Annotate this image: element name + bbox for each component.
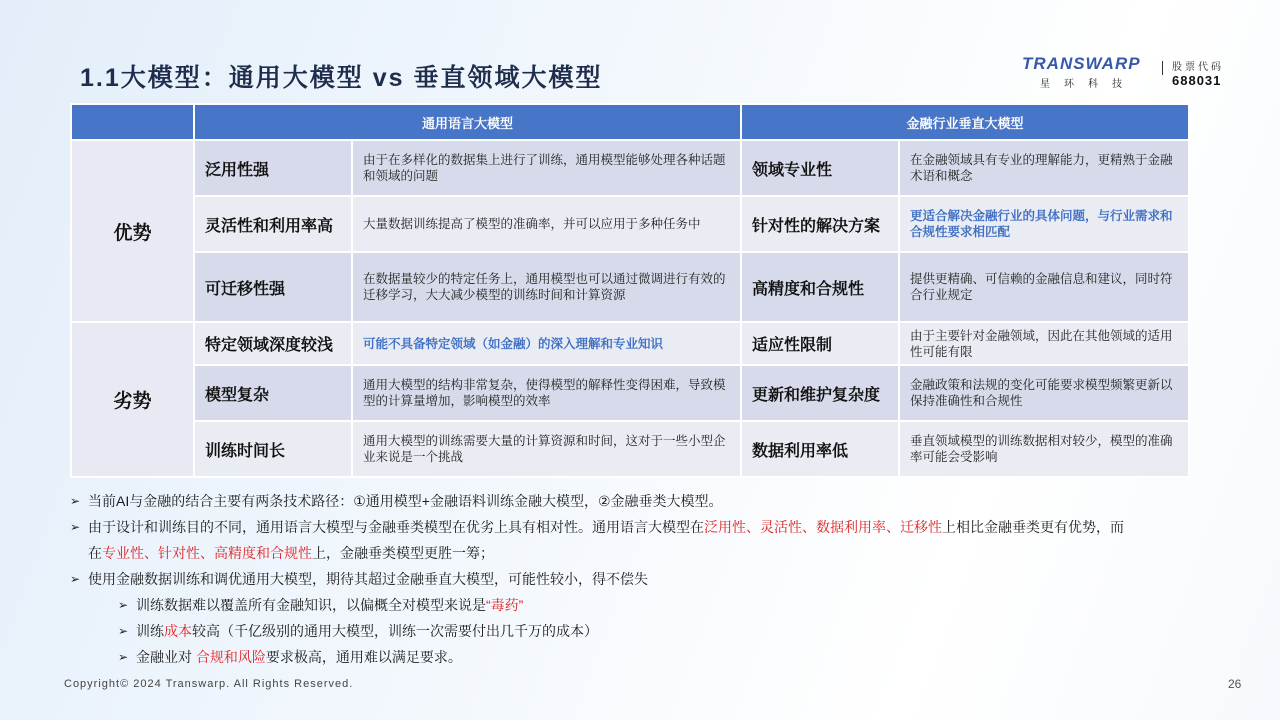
table-row bbox=[71, 196, 1189, 252]
note-subitem bbox=[70, 592, 1210, 618]
table-row bbox=[71, 365, 1189, 421]
finance-description: 由于主要针对金融领域，因此在其他领域的适用性可能有限 bbox=[899, 322, 1189, 365]
logo-chinese-name: 星环科技 bbox=[1040, 79, 1136, 90]
finance-description-highlight: 更适合解决金融行业的具体问题，与行业需求和合规性要求相匹配 bbox=[899, 196, 1189, 252]
note-continuation bbox=[70, 540, 1210, 566]
arrow-bullet-icon: ➢ bbox=[70, 520, 81, 534]
note-text: 使用金融数据训练和调优通用大模型，期待其超过金融垂直大模型，可能性较小，得不偿失 bbox=[88, 571, 648, 587]
copyright-text: Copyright© 2024 Transwarp. All Rights Reserved. bbox=[64, 678, 354, 690]
finance-description: 金融政策和法规的变化可能要求模型频繁更新以保持准确性和合规性 bbox=[899, 365, 1189, 421]
note-subitem bbox=[70, 618, 1210, 644]
finance-feature: 领域专业性 bbox=[741, 140, 899, 196]
logo-wordmark: TRANSWARP bbox=[1022, 54, 1141, 73]
finance-description: 提供更精确、可信赖的金融信息和建议，同时符合行业规定 bbox=[899, 252, 1189, 322]
note-highlight: 泛用性、灵活性、数据利用率、迁移性 bbox=[704, 519, 942, 535]
general-description: 大量数据训练提高了模型的准确率，并可以应用于多种任务中 bbox=[352, 196, 741, 252]
category-advantages: 优势 bbox=[71, 140, 194, 322]
notes-section bbox=[70, 488, 1210, 670]
table-row bbox=[71, 252, 1189, 322]
note-text: 要求极高，通用难以满足要求。 bbox=[265, 649, 462, 665]
note-text: 在 bbox=[88, 545, 102, 561]
note-highlight: 专业性、针对性、高精度和合规性 bbox=[102, 545, 312, 561]
note-text: 金融业对 bbox=[136, 649, 196, 665]
table-row bbox=[71, 140, 1189, 196]
finance-description: 在金融领域具有专业的理解能力，更精熟于金融术语和概念 bbox=[899, 140, 1189, 196]
general-description: 通用大模型的训练需要大量的计算资源和时间，这对于一些小型企业来说是一个挑战 bbox=[352, 421, 741, 477]
logo-divider bbox=[1162, 61, 1163, 75]
arrow-bullet-icon: ➢ bbox=[118, 650, 129, 664]
note-highlight: 成本 bbox=[164, 623, 192, 639]
comparison-table bbox=[70, 103, 1190, 478]
category-disadvantages: 劣势 bbox=[71, 322, 194, 477]
finance-feature: 数据利用率低 bbox=[741, 421, 899, 477]
note-text: 训练数据难以覆盖所有金融知识，以偏概全对模型来说是 bbox=[136, 597, 486, 613]
note-item bbox=[70, 566, 1210, 592]
note-highlight: “毒药” bbox=[486, 597, 524, 613]
stock-code: 688031 bbox=[1172, 73, 1222, 88]
general-feature: 特定领域深度较浅 bbox=[194, 322, 352, 365]
note-highlight: 合规和风险 bbox=[195, 649, 266, 665]
general-feature: 泛用性强 bbox=[194, 140, 352, 196]
arrow-bullet-icon: ➢ bbox=[70, 572, 81, 586]
general-feature: 模型复杂 bbox=[194, 365, 352, 421]
table-row bbox=[71, 322, 1189, 365]
header-general-model: 通用语言大模型 bbox=[194, 104, 741, 140]
note-text: 较高（千亿级别的通用大模型，训练一次需要付出几千万的成本） bbox=[192, 623, 598, 639]
general-description-highlight: 可能不具备特定领域（如金融）的深入理解和专业知识 bbox=[352, 322, 741, 365]
page-number: 26 bbox=[1228, 677, 1242, 691]
company-logo bbox=[1020, 54, 1230, 94]
finance-feature: 适应性限制 bbox=[741, 322, 899, 365]
finance-description: 垂直领域模型的训练数据相对较少，模型的准确率可能会受影响 bbox=[899, 421, 1189, 477]
note-text: 由于设计和训练目的不同，通用语言大模型与金融垂类模型在优劣上具有相对性。通用语言大模型在 bbox=[88, 519, 704, 535]
header-blank bbox=[71, 104, 194, 140]
page-title: 1.1大模型：通用大模型 vs 垂直领域大模型 bbox=[80, 64, 603, 92]
finance-feature: 高精度和合规性 bbox=[741, 252, 899, 322]
arrow-bullet-icon: ➢ bbox=[118, 624, 129, 638]
note-text: 上，金融垂类模型更胜一筹； bbox=[312, 545, 494, 561]
note-text: 当前AI与金融的结合主要有两条技术路径：①通用模型+金融语料训练金融大模型，②金融垂类大模型。 bbox=[88, 493, 723, 509]
general-description: 通用大模型的结构非常复杂，使得模型的解释性变得困难，导致模型的计算量增加，影响模型的效率 bbox=[352, 365, 741, 421]
general-feature: 灵活性和利用率高 bbox=[194, 196, 352, 252]
finance-feature: 更新和维护复杂度 bbox=[741, 365, 899, 421]
arrow-bullet-icon: ➢ bbox=[118, 598, 129, 612]
general-feature: 训练时间长 bbox=[194, 421, 352, 477]
arrow-bullet-icon: ➢ bbox=[70, 494, 81, 508]
general-description: 由于在多样化的数据集上进行了训练，通用模型能够处理各种话题和领域的问题 bbox=[352, 140, 741, 196]
note-item bbox=[70, 514, 1210, 540]
table-row bbox=[71, 421, 1189, 477]
header-finance-model: 金融行业垂直大模型 bbox=[741, 104, 1189, 140]
finance-feature: 针对性的解决方案 bbox=[741, 196, 899, 252]
general-feature: 可迁移性强 bbox=[194, 252, 352, 322]
note-subitem bbox=[70, 644, 1210, 670]
general-description: 在数据量较少的特定任务上，通用模型也可以通过微调进行有效的迁移学习，大大减少模型的训练时间和计算资源 bbox=[352, 252, 741, 322]
note-item bbox=[70, 488, 1210, 514]
note-text: 训练 bbox=[136, 623, 164, 639]
stock-code-label: 股票代码 bbox=[1172, 62, 1224, 73]
note-text: 上相比金融垂类更有优势，而 bbox=[942, 519, 1124, 535]
table-header-row bbox=[71, 104, 1189, 140]
